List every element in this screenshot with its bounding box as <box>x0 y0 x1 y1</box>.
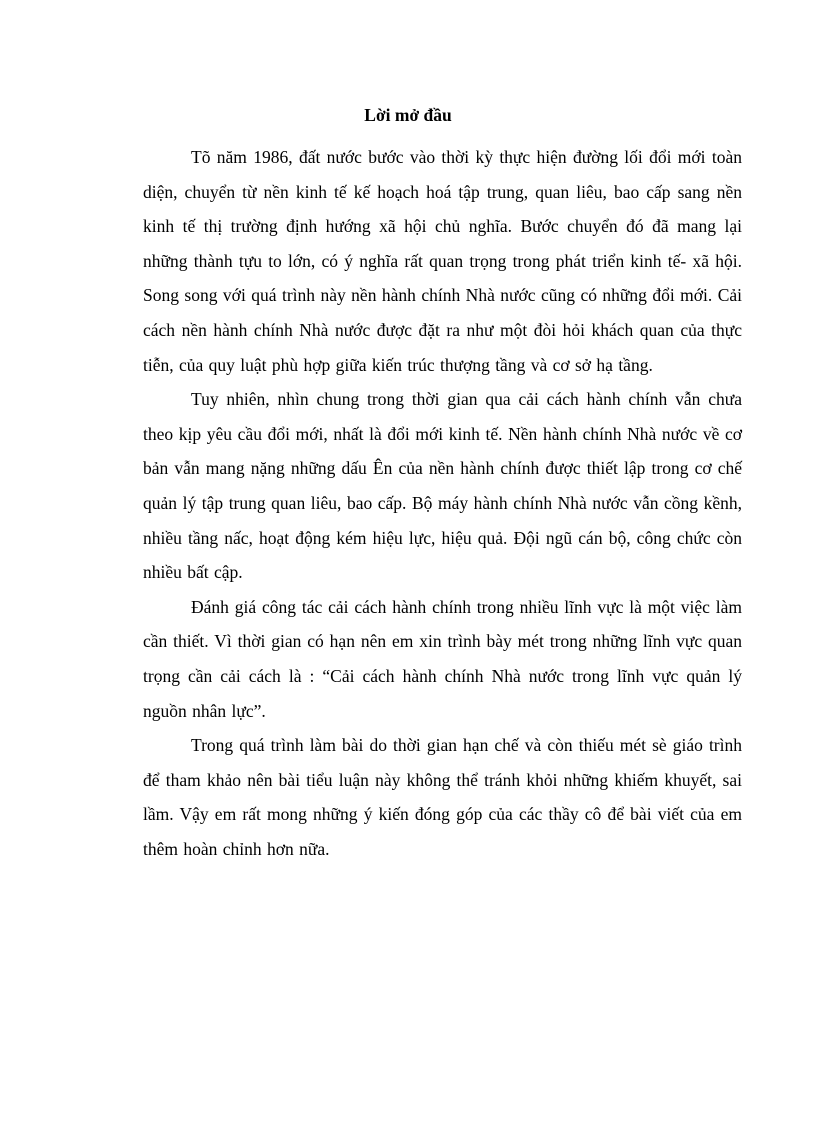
document-title: Lời mở đầu <box>364 105 452 125</box>
paragraph-2: Tuy nhiên, nhìn chung trong thời gian qua cải cách hành chính vẫn chưa theo kịp yêu cầu đổi mới, nhất là đổi mới kinh tế. Nền hành chính Nhà nước về cơ bản vẫn mang nặng những dấu Ên của nền hành chính được thiết lập trong cơ chế quản lý tập trung quan liêu, bao cấp. Bộ máy hành chính Nhà nước vẫn cồng kềnh, nhiều tầng nấc, hoạt động kém hiệu lực, hiệu quả. Đội ngũ cán bộ, công chức còn nhiều bất cập. <box>143 389 742 583</box>
document-body <box>143 140 742 866</box>
paragraph-3: Đánh giá công tác cải cách hành chính trong nhiều lĩnh vực là một việc làm cần thiết. Vì thời gian có hạn nên em xin trình bày mét trong những lĩnh vực quan trọng cần cải cách là : “Cải cách hành chính Nhà nước trong lĩnh vực quản lý nguồn nhân lực”. <box>143 596 742 721</box>
paragraph-1: Tõ năm 1986, đất nước bước vào thời kỳ thực hiện đường lối đổi mới toàn diện, chuyển từ nền kinh tế kế hoạch hoá tập trung, quan liêu, bao cấp sang nền kinh tế thị trường định hướng xã hội chủ nghĩa. Bước chuyển đó đã mang lại những thành tựu to lớn, có ý nghĩa rất quan trọng trong phát triển kinh tế- xã hội. Song song với quá trình này nền hành chính Nhà nước cũng có những đổi mới. Cải cách nền hành chính Nhà nước được đặt ra như một đòi hỏi khách quan của thực tiễn, của quy luật phù hợp giữa kiến trúc thượng tầng và cơ sở hạ tầng. <box>143 147 742 375</box>
paragraph-4: Trong quá trình làm bài do thời gian hạn chế và còn thiếu mét sè giáo trình để tham khảo nên bài tiểu luận này không thể tránh khỏi những khiếm khuyết, sai lầm. Vậy em rất mong những ý kiến đóng góp của các thầy cô để bài viết của em thêm hoàn chỉnh hơn nữa. <box>143 735 742 859</box>
